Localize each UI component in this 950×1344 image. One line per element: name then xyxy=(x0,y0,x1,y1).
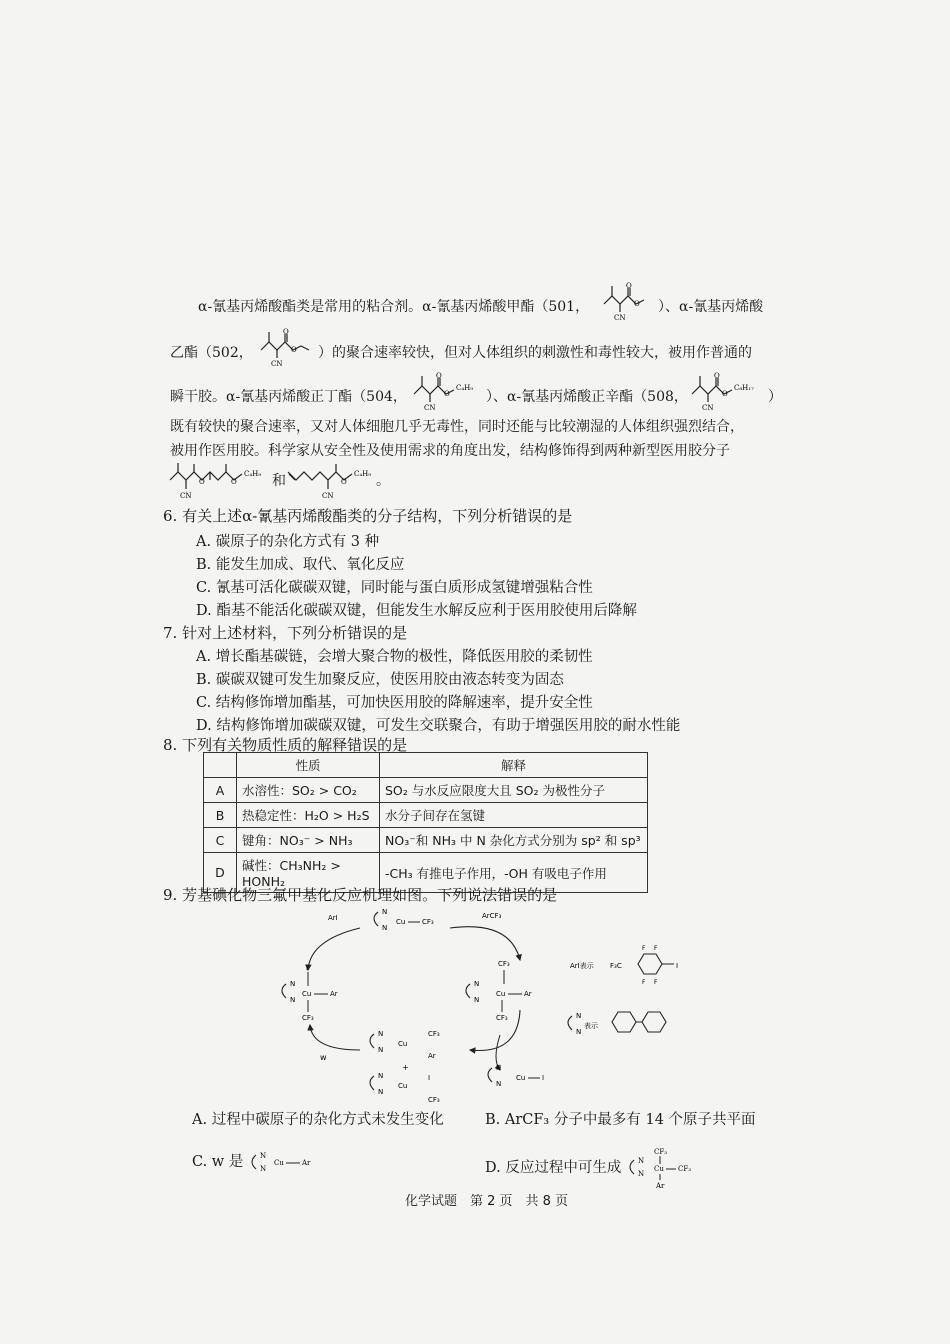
passage-line-2 xyxy=(170,342,253,362)
table-header-cell xyxy=(204,753,237,778)
table-cell: SO₂ 与水反应限度大且 SO₂ 为极性分子 xyxy=(380,778,648,803)
cn-label: CN xyxy=(614,314,626,322)
svg-text:O: O xyxy=(291,346,297,354)
molecule-501 xyxy=(600,282,658,324)
cu-label: Cu xyxy=(273,1159,284,1167)
q9-stem: 9. 芳基碘化物三氟甲基化反应机理如图。下列说法错误的是 xyxy=(163,886,558,904)
q6-option-d[interactable]: D. 酯基不能活化碳碳双键，但能发生水解反应利于医用胶使用后降解 xyxy=(196,603,637,619)
ar-label: Ar xyxy=(428,1052,436,1060)
q7-option-b[interactable]: B. 碳碳双键可发生加聚反应，使医用胶由液态转变为固态 xyxy=(196,672,564,688)
arcf3-label: ArCF₃ xyxy=(482,912,502,920)
n-label: N xyxy=(576,1012,582,1020)
c4h9-label: C₄H₉ xyxy=(456,384,474,392)
passage-line-3c xyxy=(768,386,782,406)
n-label: N xyxy=(378,1046,384,1054)
cn-label: CN xyxy=(180,492,192,500)
cn-label: CN xyxy=(424,404,436,412)
n-label: N xyxy=(290,996,296,1004)
passage-text: 乙酯（502， xyxy=(170,345,253,361)
n-label: N xyxy=(259,1165,267,1173)
c4h9-label: C₄H₉ xyxy=(354,470,372,478)
q6-option-a[interactable]: A. 碳原子的杂化方式有 3 种 xyxy=(196,534,380,550)
f-label: F xyxy=(654,979,658,986)
f-label: F xyxy=(654,945,658,952)
n-label: N xyxy=(496,1080,502,1088)
molecule-504 xyxy=(410,372,486,414)
q7-stem: 7. 针对上述材料，下列分析错误的是 xyxy=(163,624,408,642)
table-cell: A xyxy=(204,778,237,803)
w-label: w xyxy=(320,1053,327,1062)
ar-label: Ar xyxy=(655,1182,665,1190)
ari-legend-label: ArI表示 xyxy=(570,962,594,970)
passage-text: α-氰基丙烯酸酯类是常用的粘合剂。α-氰基丙烯酸甲酯（501， xyxy=(198,299,590,315)
table-row[interactable] xyxy=(204,803,648,828)
cf3-label: CF₃ xyxy=(498,960,510,968)
option-text: D. 反应过程中可生成 xyxy=(485,1160,622,1176)
q7-option-c[interactable]: C. 结构修饰增加酯基，可加快医用胶的降解速率，提升安全性 xyxy=(196,695,593,711)
svg-text:O: O xyxy=(634,300,640,308)
n-label: N xyxy=(637,1170,645,1178)
table-cell: C xyxy=(204,828,237,853)
passage-text: ）的聚合速率较快，但对人体组织的刺激性和毒性较大，被用作普通的 xyxy=(318,345,752,361)
ar-label: Ar xyxy=(524,990,532,998)
cu-label: Cu xyxy=(302,990,312,998)
table-cell: 碱性：CH₃NH₂ > HONH₂ xyxy=(237,853,380,893)
table-cell: 热稳定性：H₂O > H₂S xyxy=(237,803,380,828)
q7-option-a[interactable]: A. 增长酯基碳链，会增大聚合物的极性，降低医用胶的柔韧性 xyxy=(196,649,593,665)
cu-cf3-structure xyxy=(626,1146,702,1190)
cycle-arrow xyxy=(308,928,360,970)
and-text: 和 xyxy=(272,473,286,489)
cn-label: CN xyxy=(322,492,334,500)
q9-option-c[interactable] xyxy=(192,1150,328,1173)
page-footer: 化学试题 第 2 页 共 8 页 xyxy=(405,1194,569,1209)
n-label: N xyxy=(382,908,388,916)
q7-option-d[interactable]: D. 结构修饰增加碳碳双键，可发生交联聚合，有助于增强医用胶的耐水性能 xyxy=(196,718,681,734)
cf3-label: CF₃ xyxy=(653,1148,667,1156)
n-label: N xyxy=(378,1030,384,1038)
table-cell: NO₃⁻和 NH₃ 中 N 杂化方式分别为 sp² 和 sp³ xyxy=(380,828,648,853)
f3c-label: F₃C xyxy=(610,962,622,970)
cn-label: CN xyxy=(271,360,283,368)
i-label: I xyxy=(306,964,309,972)
table-cell: 键角：NO₃⁻ > NH₃ xyxy=(237,828,380,853)
n-label: N xyxy=(637,1157,645,1165)
svg-text:O: O xyxy=(444,390,450,398)
molecule-508 xyxy=(688,372,768,414)
svg-text:O: O xyxy=(231,478,237,486)
passage-line-5: 被用作医用胶。科学家从安全性及使用需求的角度出发，结构修饰得到两种新型医用胶分子 xyxy=(170,443,730,459)
n-label: N xyxy=(576,1028,582,1036)
new-molecule-2 xyxy=(286,460,386,502)
table-cell: 水溶性：SO₂ > CO₂ xyxy=(237,778,380,803)
passage-line-3b xyxy=(486,386,688,406)
cu-label: Cu xyxy=(396,918,406,926)
svg-text:O: O xyxy=(199,478,205,486)
svg-text:O: O xyxy=(436,372,442,380)
n-label: N xyxy=(474,980,480,988)
pyridine-ring xyxy=(612,1012,636,1032)
cu-label: Cu xyxy=(516,1074,526,1082)
period-text: 。 xyxy=(376,473,390,489)
cf3-label: CF₃ xyxy=(677,1165,691,1173)
table-header-cell: 解释 xyxy=(380,753,648,778)
c8h17-label: C₈H₁₇ xyxy=(734,384,754,392)
svg-text:O: O xyxy=(341,478,347,486)
table-cell: D xyxy=(204,853,237,893)
n-label: N xyxy=(496,1064,502,1072)
ar-label: Ar xyxy=(330,990,338,998)
passage-text: ）、α-氰基丙烯酸 xyxy=(658,299,764,315)
n-label: N xyxy=(378,1072,384,1080)
svg-text:O: O xyxy=(626,282,632,290)
passage-text: 瞬干胶。α-氰基丙烯酸正丁酯（504， xyxy=(170,389,407,405)
cf3-label: CF₃ xyxy=(302,1014,314,1022)
cu-label: Cu xyxy=(398,1082,408,1090)
q9-option-a[interactable]: A. 过程中碳原子的杂化方式未发生变化 xyxy=(192,1112,444,1128)
cf3-label: CF₃ xyxy=(428,1096,440,1104)
cf3-label: CF₃ xyxy=(422,918,434,926)
passage-line-1b xyxy=(658,296,763,316)
mechanism-diagram xyxy=(270,900,720,1112)
pyridine-ring xyxy=(642,1012,666,1032)
cycle-arrow xyxy=(450,927,520,960)
benzene-ring xyxy=(638,954,662,974)
ari-label: ArI xyxy=(328,914,338,922)
cycle-arrow xyxy=(470,1010,520,1051)
table-cell: -CH₃ 有推电子作用，-OH 有吸电子作用 xyxy=(380,853,648,893)
q9-option-b[interactable]: B. ArCF₃ 分子中最多有 14 个原子共平面 xyxy=(485,1112,756,1128)
c4h9-label: C₄H₉ xyxy=(244,470,262,478)
cn-label: CN xyxy=(702,404,714,412)
cycle-arrow xyxy=(310,1025,360,1050)
ar-label: Ar xyxy=(301,1159,311,1167)
cu-label: Cu xyxy=(496,990,506,998)
n-label: N xyxy=(382,924,388,932)
n-label: N xyxy=(378,1088,384,1096)
table-cell: B xyxy=(204,803,237,828)
cf3-label: CF₃ xyxy=(428,1030,440,1038)
bipy-legend-label: 表示 xyxy=(584,1022,598,1030)
table-row[interactable] xyxy=(204,828,648,853)
q6-stem: 6. 有关上述α-氰基丙烯酸酯类的分子结构，下列分析错误的是 xyxy=(163,507,573,525)
svg-text:O: O xyxy=(722,390,728,398)
option-text: C. w 是 xyxy=(192,1154,244,1170)
cu-ar-structure xyxy=(248,1151,328,1173)
q9-option-d[interactable] xyxy=(485,1146,702,1190)
passage-line-4: 既有较快的聚合速率，又对人体细胞几乎无毒性，同时还能与比较潮湿的人体组织强烈结合， xyxy=(170,419,744,435)
svg-text:O: O xyxy=(283,328,289,336)
n-label: N xyxy=(474,996,480,1004)
q6-option-c[interactable]: C. 氰基可活化碳碳双键，同时能与蛋白质形成氢键增强粘合性 xyxy=(196,580,593,596)
cu-label: Cu xyxy=(653,1165,664,1173)
q8-stem: 8. 下列有关物质性质的解释错误的是 xyxy=(163,736,408,754)
q8-table xyxy=(203,752,648,893)
i-label: I xyxy=(428,1074,431,1082)
n-label: N xyxy=(259,1152,267,1160)
svg-text:O: O xyxy=(714,372,720,380)
table-header-row xyxy=(204,753,648,778)
q6-option-b[interactable]: B. 能发生加成、取代、氧化反应 xyxy=(196,557,405,573)
table-cell: 水分子间存在氢键 xyxy=(380,803,648,828)
f-label: F xyxy=(642,979,646,986)
f-label: F xyxy=(642,945,646,952)
table-row[interactable] xyxy=(204,778,648,803)
cf3-label: CF₃ xyxy=(496,1014,508,1022)
new-molecule-1 xyxy=(166,460,274,502)
n-label: N xyxy=(290,980,296,988)
passage-text: ）、α-氰基丙烯酸正辛酯（508， xyxy=(486,389,688,405)
passage-line-1 xyxy=(198,296,589,316)
molecule-502 xyxy=(257,328,317,370)
table-header-cell: 性质 xyxy=(237,753,380,778)
plus-label: + xyxy=(402,1063,409,1072)
i-label: I xyxy=(676,962,679,970)
cu-label: Cu xyxy=(398,1040,408,1048)
i-label: I xyxy=(542,1074,545,1082)
passage-text: ） xyxy=(768,389,782,405)
passage-line-3 xyxy=(170,386,407,406)
passage-line-2b xyxy=(318,342,752,362)
